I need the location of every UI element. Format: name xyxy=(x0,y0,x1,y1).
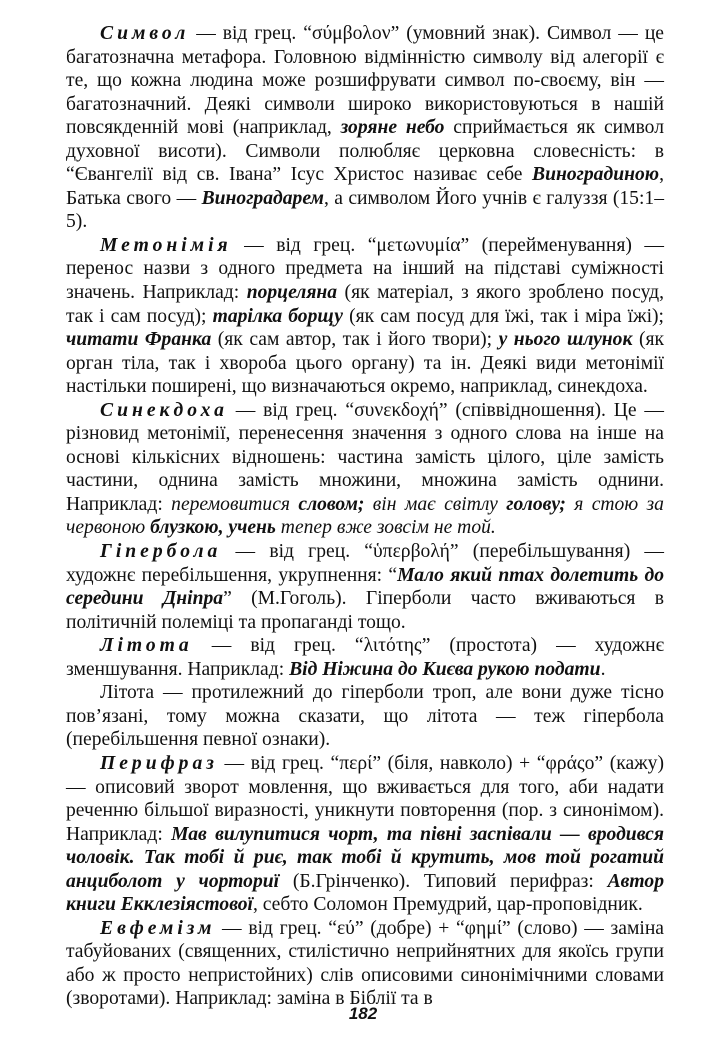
entry-term: Перифраз xyxy=(100,752,218,774)
entry-text: (як сам автор, так і його твори); xyxy=(211,329,499,351)
entry-term: Синекдоха xyxy=(100,399,228,421)
entry-text: (як матеріал, з якого зроблено посуд, так і сам посуд); xyxy=(66,282,665,327)
entry-text: — від грец. “σύμβολον” (умовний знак). Символ — це багатозначна метафора. Головною відмінністю символу від алегорії є те, що кожна людина може розшифрувати символ по-своєму, він — багатозначний. Деякі символи широко використовуються в нашій повсякденній мові (наприклад, xyxy=(66,23,664,139)
entry-text: словом; xyxy=(298,493,365,515)
entries-list xyxy=(66,22,664,1011)
entry-text: я стою за червоною xyxy=(66,493,664,539)
entry-text: Мало який птах долетить до середини Дніпра xyxy=(66,564,665,610)
entry-litotes xyxy=(66,634,664,681)
entry-synecdoche xyxy=(66,399,664,540)
entry-text: Мав вилупитися чорт, та півні заспівали — вродився чоловік. Так тобі й риє, так тобі й крутить, мов той рогатий анциболот у чорториї xyxy=(66,823,664,892)
entry-symbol xyxy=(66,22,664,234)
entry-text: (як сам посуд для їжі, так і міра їжі); xyxy=(343,305,664,327)
entry-periphrasis xyxy=(66,752,664,917)
entry-text: Автор книги Екклезіястової xyxy=(66,870,665,916)
entry-text: — від грец. “ὑπερβολή” (перебільшування) — художнє перебільшення, укрупнення: “ xyxy=(66,541,664,586)
entry-text: перемовитися xyxy=(171,493,299,515)
entry-text: — від грец. “μετωνυμία” (перейменування) — перенос назви з одного предмета на інший на підставі суміжності значень. Наприклад: xyxy=(66,234,664,304)
entry-text: — від грец. “εύ” (добре) + “φημί” (слово) — заміна табуйованих (священних, стилістично неприйнятних для якоїсь групи або ж просто непристойних) слів описовими синонімічними словами (зворотами). Наприклад: заміна в Біблії та в xyxy=(66,917,664,1010)
entry-text: — від грец. “συνεκδοχή” (співвідношення). Це — різновид метонімії, перенесення значення з одного слова на інше на основі кількісних відношень: частина замість цілого, ціле замість частини, однина замість множини, множина замість однини. Наприклад: xyxy=(66,399,664,515)
entry-text: , Батька свого — xyxy=(66,164,664,209)
entry-text: він має світлу xyxy=(364,493,507,515)
entry-text: тарілка борщу xyxy=(212,305,343,327)
entry-euphemism xyxy=(66,917,664,1011)
entry-text: читати Франка xyxy=(66,329,212,351)
entry-text: (як орган тіла, так і хвороба цього органу) та ін. Деякі види метонімії настільки поширені, що визначаються окремо, наприклад, синекдоха. xyxy=(66,329,664,398)
entry-text: Від Ніжина до Києва рукою подати xyxy=(289,658,601,680)
entry-text: голову; xyxy=(506,493,566,515)
entry-term: Евфемізм xyxy=(100,917,216,939)
entry-text: . xyxy=(600,658,606,680)
entry-term: Гіпербола xyxy=(100,541,222,563)
entry-text: — від грец. “λιτότης” (простота) — художнє зменшування. Наприклад: xyxy=(66,635,664,680)
entry-hyperbole xyxy=(66,540,664,634)
entry-text: (Б.Грінченко). Типовий перифраз: xyxy=(279,870,608,892)
entry-metonymy xyxy=(66,234,664,399)
entry-text: Виноградиною xyxy=(532,164,660,186)
entry-text: Літота — протилежний до гіперболи троп, але вони дуже тісно пов’язані, тому можна сказати, що літота — теж гіпербола (перебільшення певної ознаки). xyxy=(66,682,664,751)
entry-text: ” (М.Гоголь). Гіперболи часто вживаються в політичній полеміці та пропаганді тощо. xyxy=(66,588,664,633)
entry-text: тепер вже зовсім не той. xyxy=(275,517,496,539)
entry-text: — від грец. “περί” (біля, навколо) + “φράςο” (кажу) — описовий зворот мовлення, що вживається для того, аби надати реченню більшої виразності, уникнути повторення (пор. з синонімом). Наприклад: xyxy=(66,752,664,845)
entry-text: порцеляна xyxy=(246,282,338,304)
entry-term: Метонімія xyxy=(100,234,232,256)
entry-text: , а символом Його учнів є галуззя (15:1–5). xyxy=(66,187,664,233)
entry-text: , себто Соломон Премудрий, цар-проповідник. xyxy=(252,894,643,916)
entry-text: сприймається як символ духовної висоти). Символи полюбляє церковна словесність: в “Євангелії від св. Івана” Ісус Христос називає себе xyxy=(66,117,665,186)
entry-term: Символ xyxy=(100,23,190,44)
entry-text: у нього шлунок xyxy=(498,329,633,351)
entry-text: зоряне небо xyxy=(340,117,445,139)
entry-term: Літота xyxy=(100,635,193,657)
page-number: 182 xyxy=(348,1004,378,1023)
entry-text: блузкою, учень xyxy=(150,517,276,539)
entry-litotes-note xyxy=(66,681,664,752)
entry-text: Виноградарем xyxy=(201,187,324,209)
